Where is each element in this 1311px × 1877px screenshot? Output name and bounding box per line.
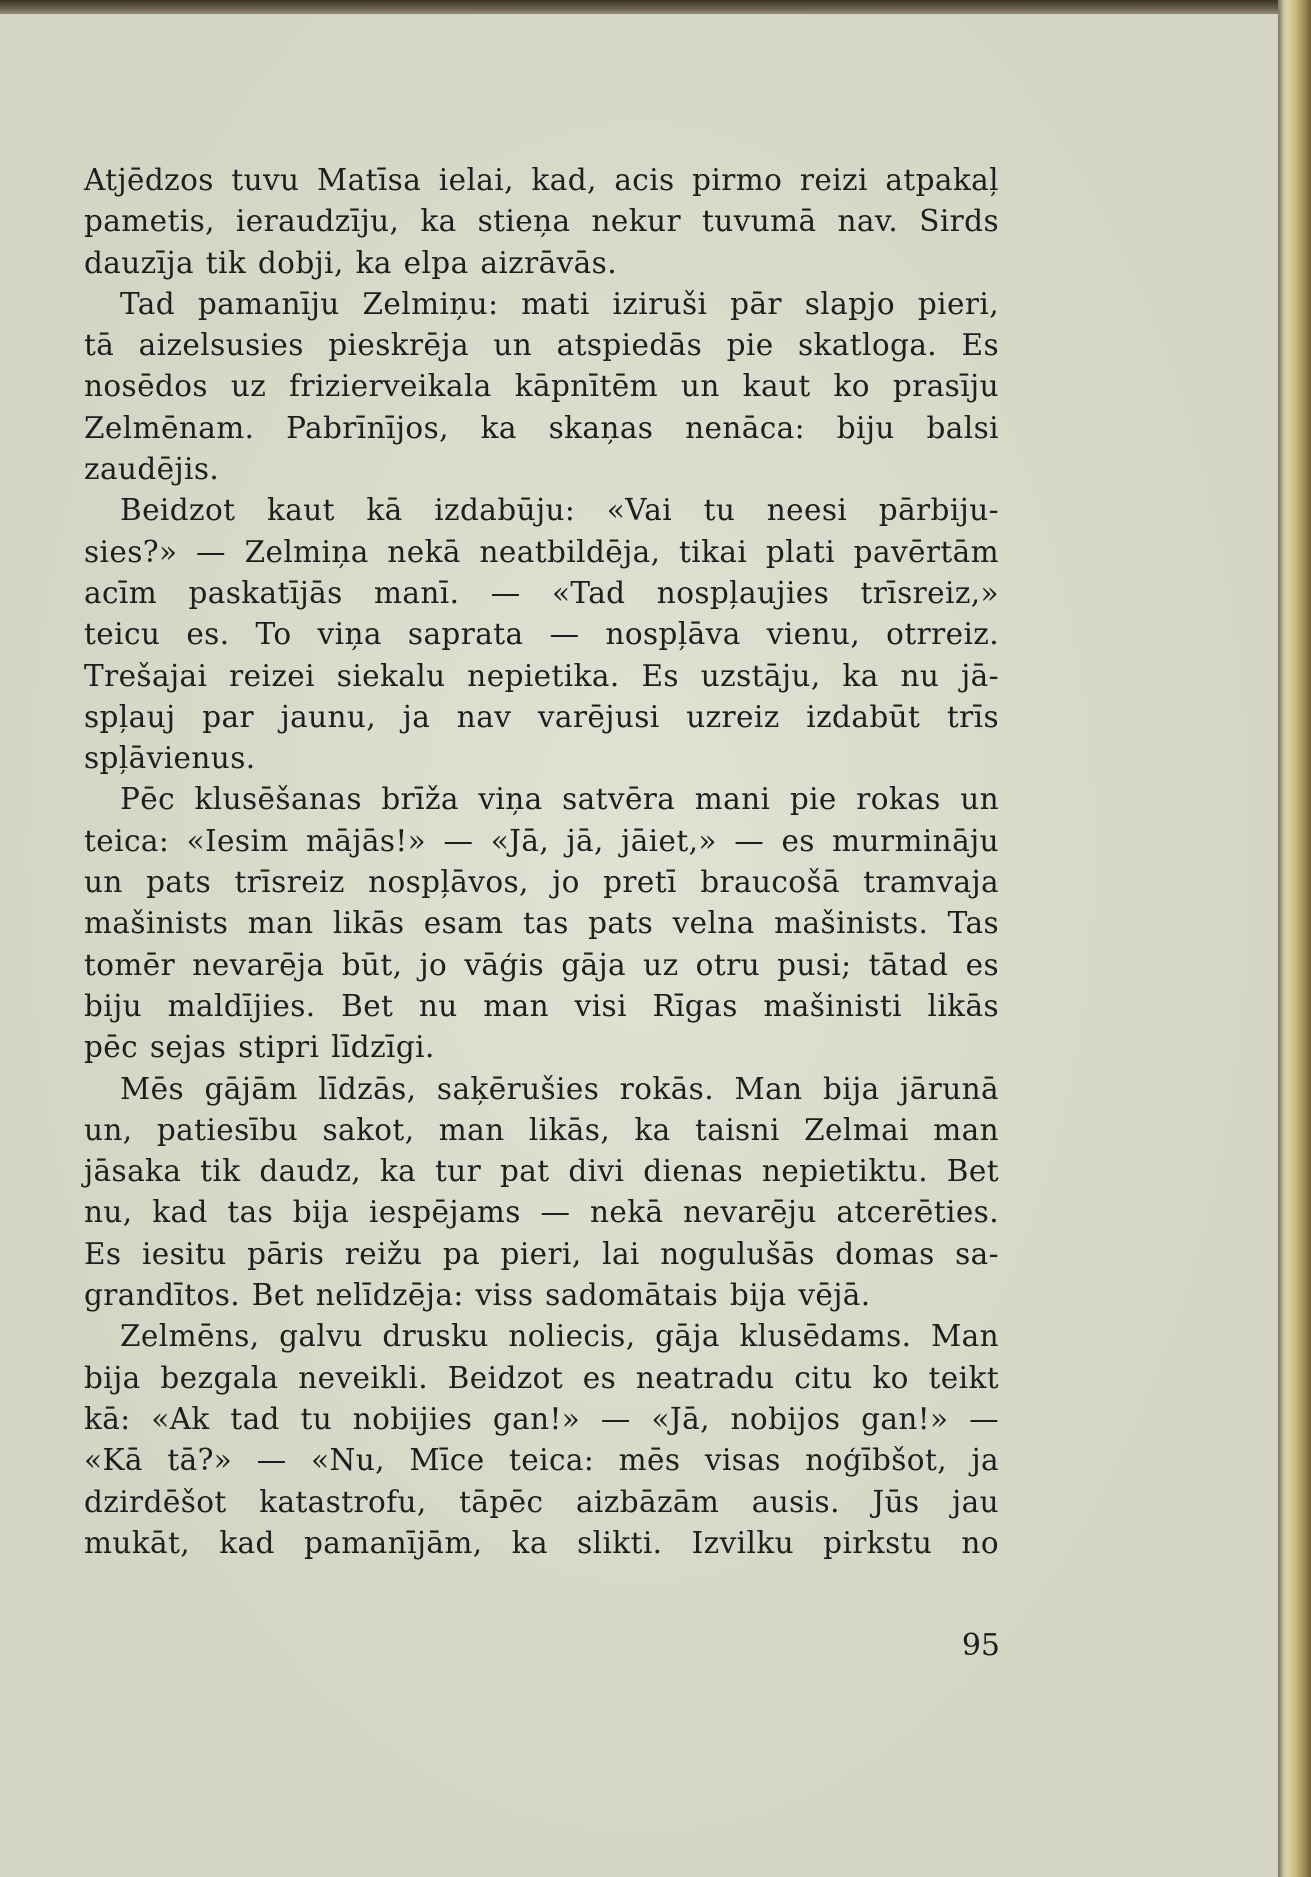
text-line: Zelmēnam. Pabrīnījos, ka skaņas nenāca: biju balsi (84, 410, 999, 445)
text-line: Pēc klusēšanas brīža viņa satvēra mani pie rokas un (120, 782, 999, 817)
text-line: sies?» — Zelmiņa nekā neatbildēja, tikai plati pavērtām (84, 534, 999, 569)
text-line: «Kā tā?» — «Nu, Mīce teica: mēs visas noģībšot, ja (84, 1443, 999, 1478)
text-line: teicu es. To viņa saprata — nospļāva vienu, otrreiz. (84, 617, 999, 652)
text-line: Beidzot kaut kā izdabūju: «Vai tu neesi pārbiju- (120, 493, 999, 528)
text-line: biju maldījies. Bet nu man visi Rīgas mašinisti likās (84, 988, 999, 1023)
text-line: mašinists man likās esam tas pats velna mašinists. Tas (84, 906, 999, 941)
text-line: dauzīja tik dobji, ka elpa aizrāvās. (84, 245, 617, 280)
text-line: bija bezgala neveikli. Beidzot es neatradu citu ko teikt (84, 1360, 999, 1395)
text-line: nu, kad tas bija iespējams — nekā nevarēju atcerēties. (84, 1195, 999, 1230)
text-line: jāsaka tik daudz, ka tur pat divi dienas nepietiktu. Bet (84, 1154, 999, 1189)
text-line: mukāt, kad pamanījām, ka slikti. Izvilku pirkstu no (84, 1525, 999, 1560)
text-line: zaudējis. (84, 452, 220, 487)
text-line: nosēdos uz frizierveikala kāpnītēm un kaut ko prasīju (84, 369, 999, 404)
text-line: acīm paskatījās manī. — «Tad nospļaujies trīsreiz,» (84, 575, 999, 610)
text-line: tomēr nevarēja būt, jo vāģis gāja uz otru pusi; tātad es (84, 947, 999, 982)
text-line: spļāvienus. (84, 741, 256, 776)
text-line: pēc sejas stipri līdzīgi. (84, 1030, 435, 1065)
text-line: Tad pamanīju Zelmiņu: mati iziruši pār slapjo pieri, (120, 286, 999, 321)
text-line: teica: «Iesim mājās!» — «Jā, jā, jāiet,» — es murmināju (84, 823, 999, 858)
text-line: grandītos. Bet nelīdzēja: viss sadomātais bija vējā. (84, 1278, 871, 1313)
text-line: Atjēdzos tuvu Matīsa ielai, kad, acis pirmo reizi atpakaļ (84, 163, 999, 197)
text-line: Es iesitu pāris reižu pa pieri, lai nogulušās domas sa- (84, 1236, 999, 1271)
text-line: un pats trīsreiz nospļāvos, jo pretī braucošā tramvaja (84, 865, 999, 900)
body-text (84, 160, 999, 1564)
text-line: un, patiesību sakot, man likās, ka taisni Zelmai man (84, 1112, 999, 1147)
text-line: Trešajai reizei siekalu nepietika. Es uzstāju, ka nu jā- (84, 658, 999, 693)
text-line: spļauj par jaunu, ja nav varējusi uzreiz izdabūt trīs (84, 699, 999, 734)
page-number: 95 (961, 1628, 1000, 1663)
text-line: kā: «Ak tad tu nobijies gan!» — «Jā, nobijos gan!» — (84, 1401, 999, 1436)
text-line: dzirdēšot katastrofu, tāpēc aizbāzām ausis. Jūs jau (84, 1484, 999, 1519)
page-right-edge (1278, 0, 1311, 1877)
text-line: tā aizelsusies pieskrēja un atspiedās pie skatloga. Es (84, 328, 999, 363)
text-line: pametis, ieraudzīju, ka stieņa nekur tuvumā nav. Sirds (84, 204, 999, 239)
text-line: Zelmēns, galvu drusku noliecis, gāja klusēdams. Man (120, 1319, 999, 1354)
text-line: Mēs gājām līdzās, saķērušies rokās. Man bija jārunā (120, 1071, 999, 1106)
